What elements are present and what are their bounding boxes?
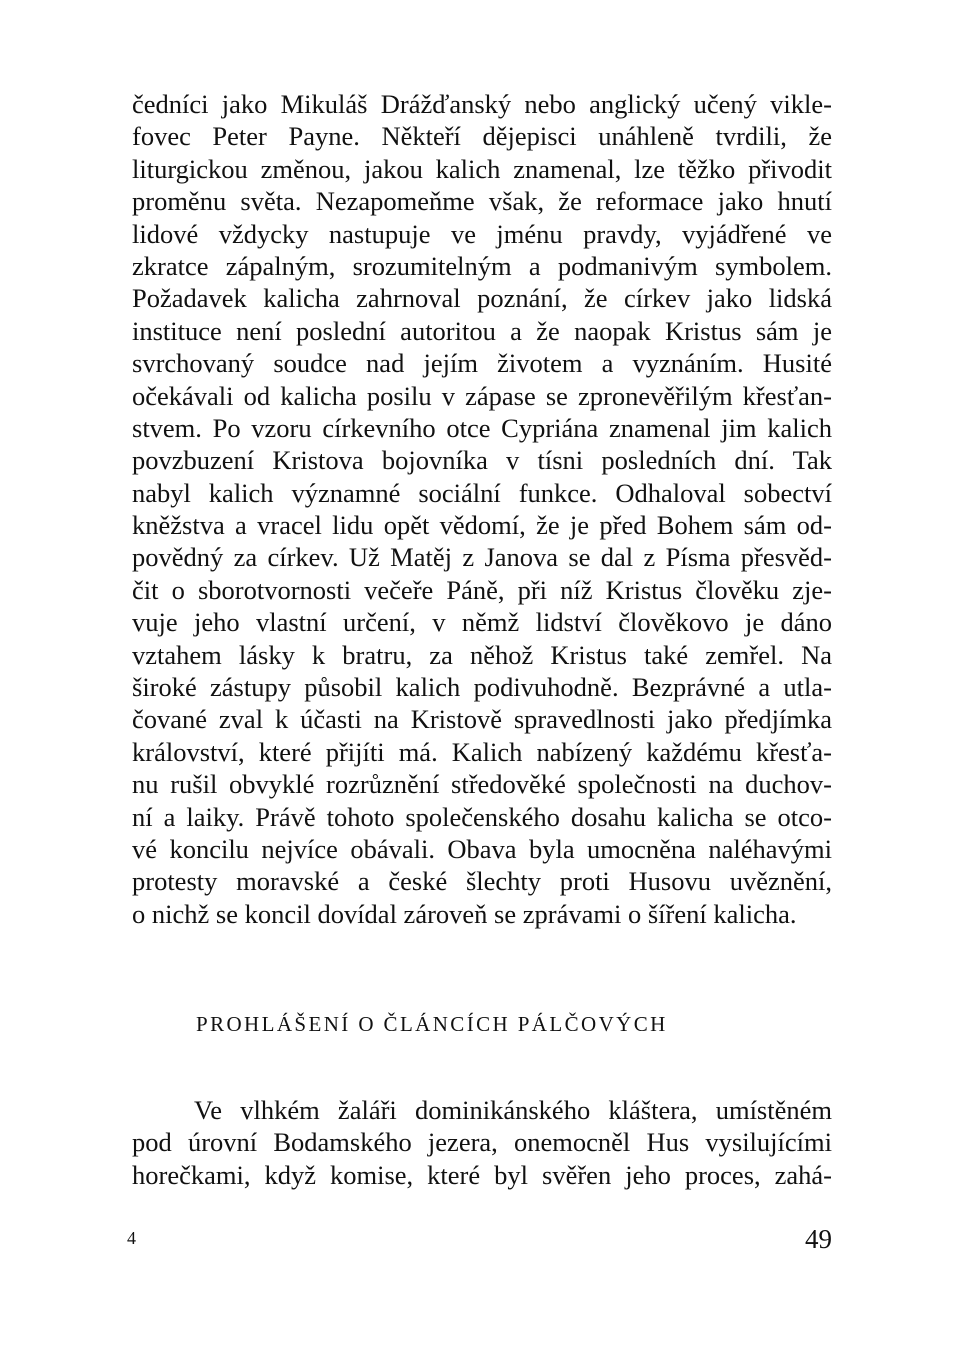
text-line: svrchovaný soudce nad jejím životem a vyznáním. Husité bbox=[132, 348, 832, 379]
text-line: vztahem lásky k bratru, za něhož Kristus také zemřel. Na bbox=[132, 639, 832, 670]
body-paragraph bbox=[132, 88, 832, 930]
text-line: povzbuzení Kristova bojovníka v tísni posledních dní. Tak bbox=[132, 445, 832, 476]
text-line: povědný za církev. Už Matěj z Janova se dal z Písma přesvěd- bbox=[132, 542, 832, 573]
text-line: očekávali od kalicha posilu v zápase se zpronevěřilým křesťan- bbox=[132, 380, 832, 411]
text-line: instituce není poslední autoritou a že naopak Kristus sám je bbox=[132, 315, 832, 346]
text-line: čit o sborotvornosti večeře Páně, při níž Kristus člověku zje- bbox=[132, 574, 832, 605]
text-line: liturgickou změnou, jakou kalich znamenal, lze těžko přivodit bbox=[132, 153, 832, 184]
text-line: kněžstva a vracel lidu opět vědomí, že je před Bohem sám od- bbox=[132, 510, 832, 541]
text-line: o nichž se koncil dovídal zároveň se zprávami o šíření kalicha. bbox=[132, 898, 797, 929]
text-line: vé koncilu nejvíce obávali. Obava byla umocněna naléhavými bbox=[132, 833, 832, 864]
text-line: široké zástupy působil kalich podivuhodně. Bezprávné a utla- bbox=[132, 672, 832, 703]
text-line: čedníci jako Mikuláš Drážďanský nebo anglický učený vikle- bbox=[132, 89, 832, 119]
text-line: nu rušil obvyklé rozrůznění středověké společnosti na duchov- bbox=[132, 769, 832, 800]
text-line: ní a laiky. Právě tohoto společenského dosahu kalicha se otco- bbox=[132, 801, 832, 832]
page-number: 49 bbox=[805, 1224, 832, 1254]
text-line: lidové vždycky nastupuje ve jménu pravdy, vyjádřené ve bbox=[132, 218, 832, 249]
text-line: proměnu světa. Nezapomeňme však, že reformace jako hnutí bbox=[132, 186, 832, 217]
signature-mark: 4 bbox=[127, 1228, 136, 1248]
text-line: nabyl kalich významné sociální funkce. Odhaloval sobectví bbox=[132, 477, 832, 508]
text-line: království, které přijíti má. Kalich nabízený každému křesťa- bbox=[132, 736, 832, 767]
text-line: zkratce zápalným, srozumitelným a podmanivým symbolem. bbox=[132, 250, 832, 281]
text-line: vuje jeho vlastní určení, v němž lidství člověkovo je dáno bbox=[132, 607, 832, 638]
text-line: horečkami, když komise, které byl svěřen jeho proces, zahá- bbox=[132, 1159, 832, 1190]
text-line: Požadavek kalicha zahrnoval poznání, že církev jako lidská bbox=[132, 283, 832, 314]
text-line: protesty moravské a české šlechty proti Husovu uvěznění, bbox=[132, 866, 832, 897]
section-heading: PROHLÁŠENÍ O ČLÁNCÍCH PÁLČOVÝCH bbox=[196, 1012, 668, 1036]
text-line: stvem. Po vzoru církevního otce Cypriána znamenal jim kalich bbox=[132, 412, 832, 443]
text-line: Ve vlhkém žaláři dominikánského kláštera, umístěném bbox=[194, 1095, 832, 1125]
text-line: čované zval k účasti na Kristově spravedlnosti jako předjímka bbox=[132, 704, 832, 735]
text-line: fovec Peter Payne. Někteří dějepisci unáhleně tvrdili, že bbox=[132, 121, 832, 152]
body-paragraph-2 bbox=[132, 1094, 832, 1191]
text-line: pod úrovní Bodamského jezera, onemocněl Hus vysilujícími bbox=[132, 1127, 832, 1158]
